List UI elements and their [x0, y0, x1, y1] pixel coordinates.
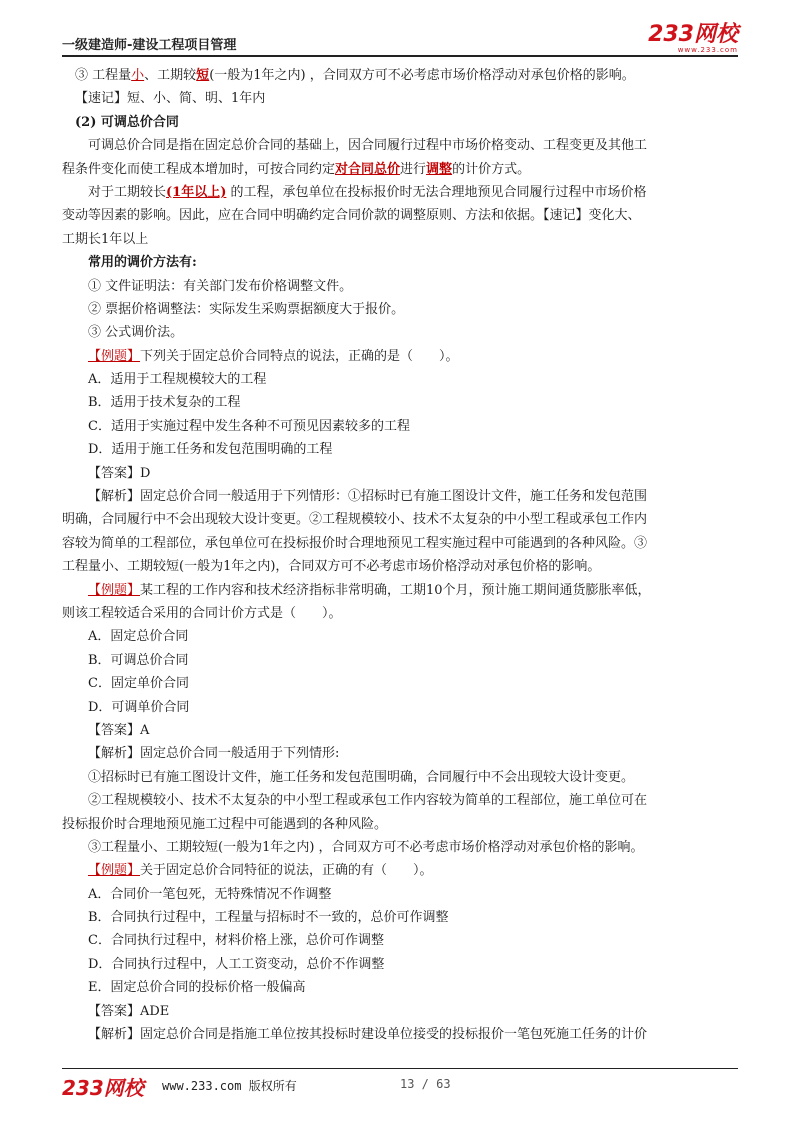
- paragraph-line: [62, 158, 742, 181]
- copyright-text: www.233.com 版权所有: [162, 1079, 297, 1093]
- list-item: ② 票据价格调整法：实际发生采购票据额度大于报价。: [88, 301, 405, 317]
- paragraph-line: 变动等因素的影响。因此，应在合同中明确约定合同价款的调整原则、方法和依据。【速记】变化大、: [62, 208, 641, 224]
- option: A．适用于工程规模较大的工程: [88, 372, 267, 388]
- option: A．固定总价合同: [88, 629, 189, 645]
- text: 下列关于固定总价合同特点的说法，正确的是（ ）。: [140, 348, 459, 364]
- brand-logo: [648, 24, 738, 54]
- option: D．适用于施工任务和发包范围明确的工程: [88, 442, 333, 458]
- text: (一般为1年之内) ，合同双方可不必考虑市场价格浮动对承包价格的影响。: [209, 68, 635, 83]
- text: 对于工期较长: [88, 184, 167, 200]
- section-heading: (2) 可调总价合同: [75, 114, 179, 130]
- option: B．可调总价合同: [88, 652, 189, 668]
- example-tag: 【例题】: [88, 863, 141, 879]
- question-stem: [62, 859, 742, 882]
- text: 、工期较: [144, 68, 197, 83]
- example-tag: 【例题】: [88, 348, 141, 364]
- page-footer: [62, 1072, 738, 1100]
- analysis-line: 【解析】固定总价合同是指施工单位按其投标时建设单位接受的投标报价一笔包死施工任务的计价: [88, 1027, 648, 1043]
- option: D．合同执行过程中，人工工资变动，总价不作调整: [88, 956, 385, 972]
- analysis-line: ①招标时已有施工图设计文件，施工任务和发包范围明确，合同履行中不会出现较大设计变更。: [88, 769, 635, 785]
- option: E．固定总价合同的投标价格一般偏高: [88, 980, 306, 996]
- option: A．合同价一笔包死，无特殊情况不作调整: [88, 886, 332, 902]
- analysis-line: ③工程量小、工期较短(一般为1年之内) ，合同双方可不必考虑市场价格浮动对承包价格的影响。: [88, 839, 644, 855]
- mnemonic-note: 【速记】短、小、简、明、1年内: [75, 91, 266, 107]
- answer: 【答案】D: [88, 465, 151, 481]
- answer: 【答案】A: [88, 722, 150, 738]
- document-title: 一级建造师-建设工程项目管理: [62, 38, 237, 53]
- footer-divider: [62, 1068, 738, 1069]
- example-tag: 【例题】: [88, 582, 141, 598]
- page-header: [62, 24, 738, 54]
- text: 关于固定总价合同特征的说法，正确的有（ ）。: [140, 863, 433, 879]
- analysis-line: 【解析】固定总价合同一般适用于下列情形:: [88, 746, 340, 762]
- highlight-text: 对合同总价: [335, 161, 401, 177]
- analysis-line: 明确，合同履行中不会出现较大设计变更。②工程规模较小、技术不太复杂的中小型工程或承包工作内: [62, 512, 648, 528]
- option: B．适用于技术复杂的工程: [88, 395, 241, 411]
- option: B．合同执行过程中，工程量与招标时不一致的，总价可作调整: [88, 910, 449, 926]
- question-stem: [62, 579, 742, 602]
- list-item: ① 文件证明法：有关部门发布价格调整文件。: [88, 278, 353, 294]
- question-stem-cont: 则该工程较适合采用的合同计价方式是（ ）。: [62, 605, 342, 621]
- subheading: 常用的调价方法有:: [88, 255, 197, 271]
- analysis-line: 【解析】固定总价合同一般适用于下列情形：①招标时已有施工图设计文件，施工任务和发包范围: [88, 489, 648, 505]
- page-body: [62, 64, 742, 1046]
- option: C．合同执行过程中，材料价格上涨，总价可作调整: [88, 933, 384, 949]
- highlight-text: 调整: [426, 161, 453, 177]
- option: C．固定单价合同: [88, 676, 189, 692]
- list-item: ③ 公式调价法。: [88, 325, 184, 341]
- question-stem: [62, 345, 742, 368]
- logo-text: 233网校: [648, 22, 738, 47]
- answer: 【答案】ADE: [88, 1003, 170, 1019]
- highlight-text: 短: [196, 68, 210, 83]
- header-divider: [62, 55, 738, 57]
- paragraph-line: [62, 181, 742, 204]
- paragraph-line: [62, 64, 742, 87]
- analysis-line: ②工程规模较小、技术不太复杂的中小型工程或承包工作内容较为简单的工程部位，施工单位可在: [88, 793, 648, 809]
- text: 的工程，承包单位在投标报价时无法合理地预见合同履行过程中市场价格: [226, 184, 647, 200]
- text: 的计价方式。: [452, 161, 531, 177]
- text: 程条件变化而使工程成本增加时，可按合同约定: [62, 161, 336, 177]
- highlight-text: (1年以上): [166, 184, 227, 200]
- option: D．可调单价合同: [88, 699, 190, 715]
- paragraph-line: 工期长1年以上: [62, 231, 149, 247]
- analysis-line: 容较为简单的工程部位，承包单位可在投标报价时合理地预见工程实施过程中可能遇到的各种风险。③: [62, 535, 648, 551]
- text: 进行: [400, 161, 427, 177]
- option: C．适用于实施过程中发生各种不可预见因素较多的工程: [88, 418, 410, 434]
- highlight-text: 小: [131, 68, 145, 83]
- text: 某工程的工作内容和技术经济指标非常明确，工期10个月，预计施工期间通货膨胀率低，: [140, 582, 651, 598]
- analysis-line: 工程量小、工期较短(一般为1年之内)，合同双方可不必考虑市场价格浮动对承包价格的影响。: [62, 559, 601, 575]
- paragraph-line: 可调总价合同是指在固定总价合同的基础上，因合同履行过程中市场价格变动、工程变更及其他工: [88, 138, 648, 154]
- page-number: 13 / 63: [400, 1077, 451, 1091]
- analysis-line: 投标报价时合理地预见施工过程中可能遇到的各种风险。: [62, 816, 388, 832]
- footer-logo: 233网校: [62, 1076, 144, 1100]
- text: ③ 工程量: [75, 68, 132, 83]
- logo-url: www.233.com: [677, 46, 738, 54]
